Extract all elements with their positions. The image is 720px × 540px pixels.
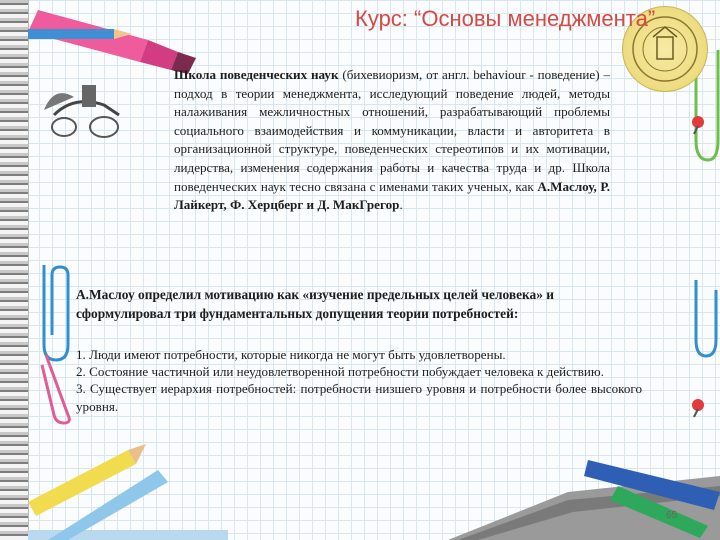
push-pin-icon bbox=[686, 395, 710, 419]
scholar-names: А.Маслоу, Р. Лайкерт, Ф. Херцберг и Д. МакГрегор bbox=[174, 178, 610, 213]
push-pin-icon bbox=[686, 112, 710, 136]
paper-clip-icon bbox=[40, 345, 80, 425]
vintage-engraving-image bbox=[34, 75, 134, 145]
needs-assumptions-list bbox=[76, 346, 642, 415]
stationery-image bbox=[28, 430, 720, 540]
maslow-paragraph: А.Маслоу определил мотивацию как «изучение предельных целей человека» и сформулировал три фундаментальных допущения теории потребностей: bbox=[76, 287, 554, 321]
list-item: 3. Существует иерархия потребностей: потребности низшего уровня и потребности более высокого уровня. bbox=[76, 381, 642, 414]
page-title: Курс: “Основы менеджмента” bbox=[355, 6, 656, 31]
paragraph-body: (бихевиоризм, от англ. behaviour - поведение) – подход в теории менеджмента, исследующий поведение людей, методы налаживания межличностных отношений, разрабатывающий проблемы социального взаимодействия и коммуникации, власти и авторитета в организационной структуре, поведенческих стереотипов и их мотивации, лидерства, изменения содержания работы и качества труда и др. Школа поведенческих наук тесно связана с именами таких ученых, как bbox=[174, 67, 610, 194]
list-item: 1. Люди имеют потребности, которые никогда не могут быть удовлетворены. bbox=[76, 347, 506, 362]
behavioral-school-paragraph bbox=[174, 66, 610, 215]
term-lead: Школа поведенческих наук bbox=[174, 67, 339, 82]
list-item: 2. Состояние частичной или неудовлетворенной потребности побуждает человека к действию. bbox=[76, 364, 604, 380]
page-number: 65 bbox=[666, 510, 678, 521]
notebook-spiral bbox=[0, 0, 29, 540]
paragraph-end: . bbox=[399, 197, 403, 213]
paper-clip-icon bbox=[690, 270, 720, 370]
pencil-image bbox=[28, 25, 148, 45]
